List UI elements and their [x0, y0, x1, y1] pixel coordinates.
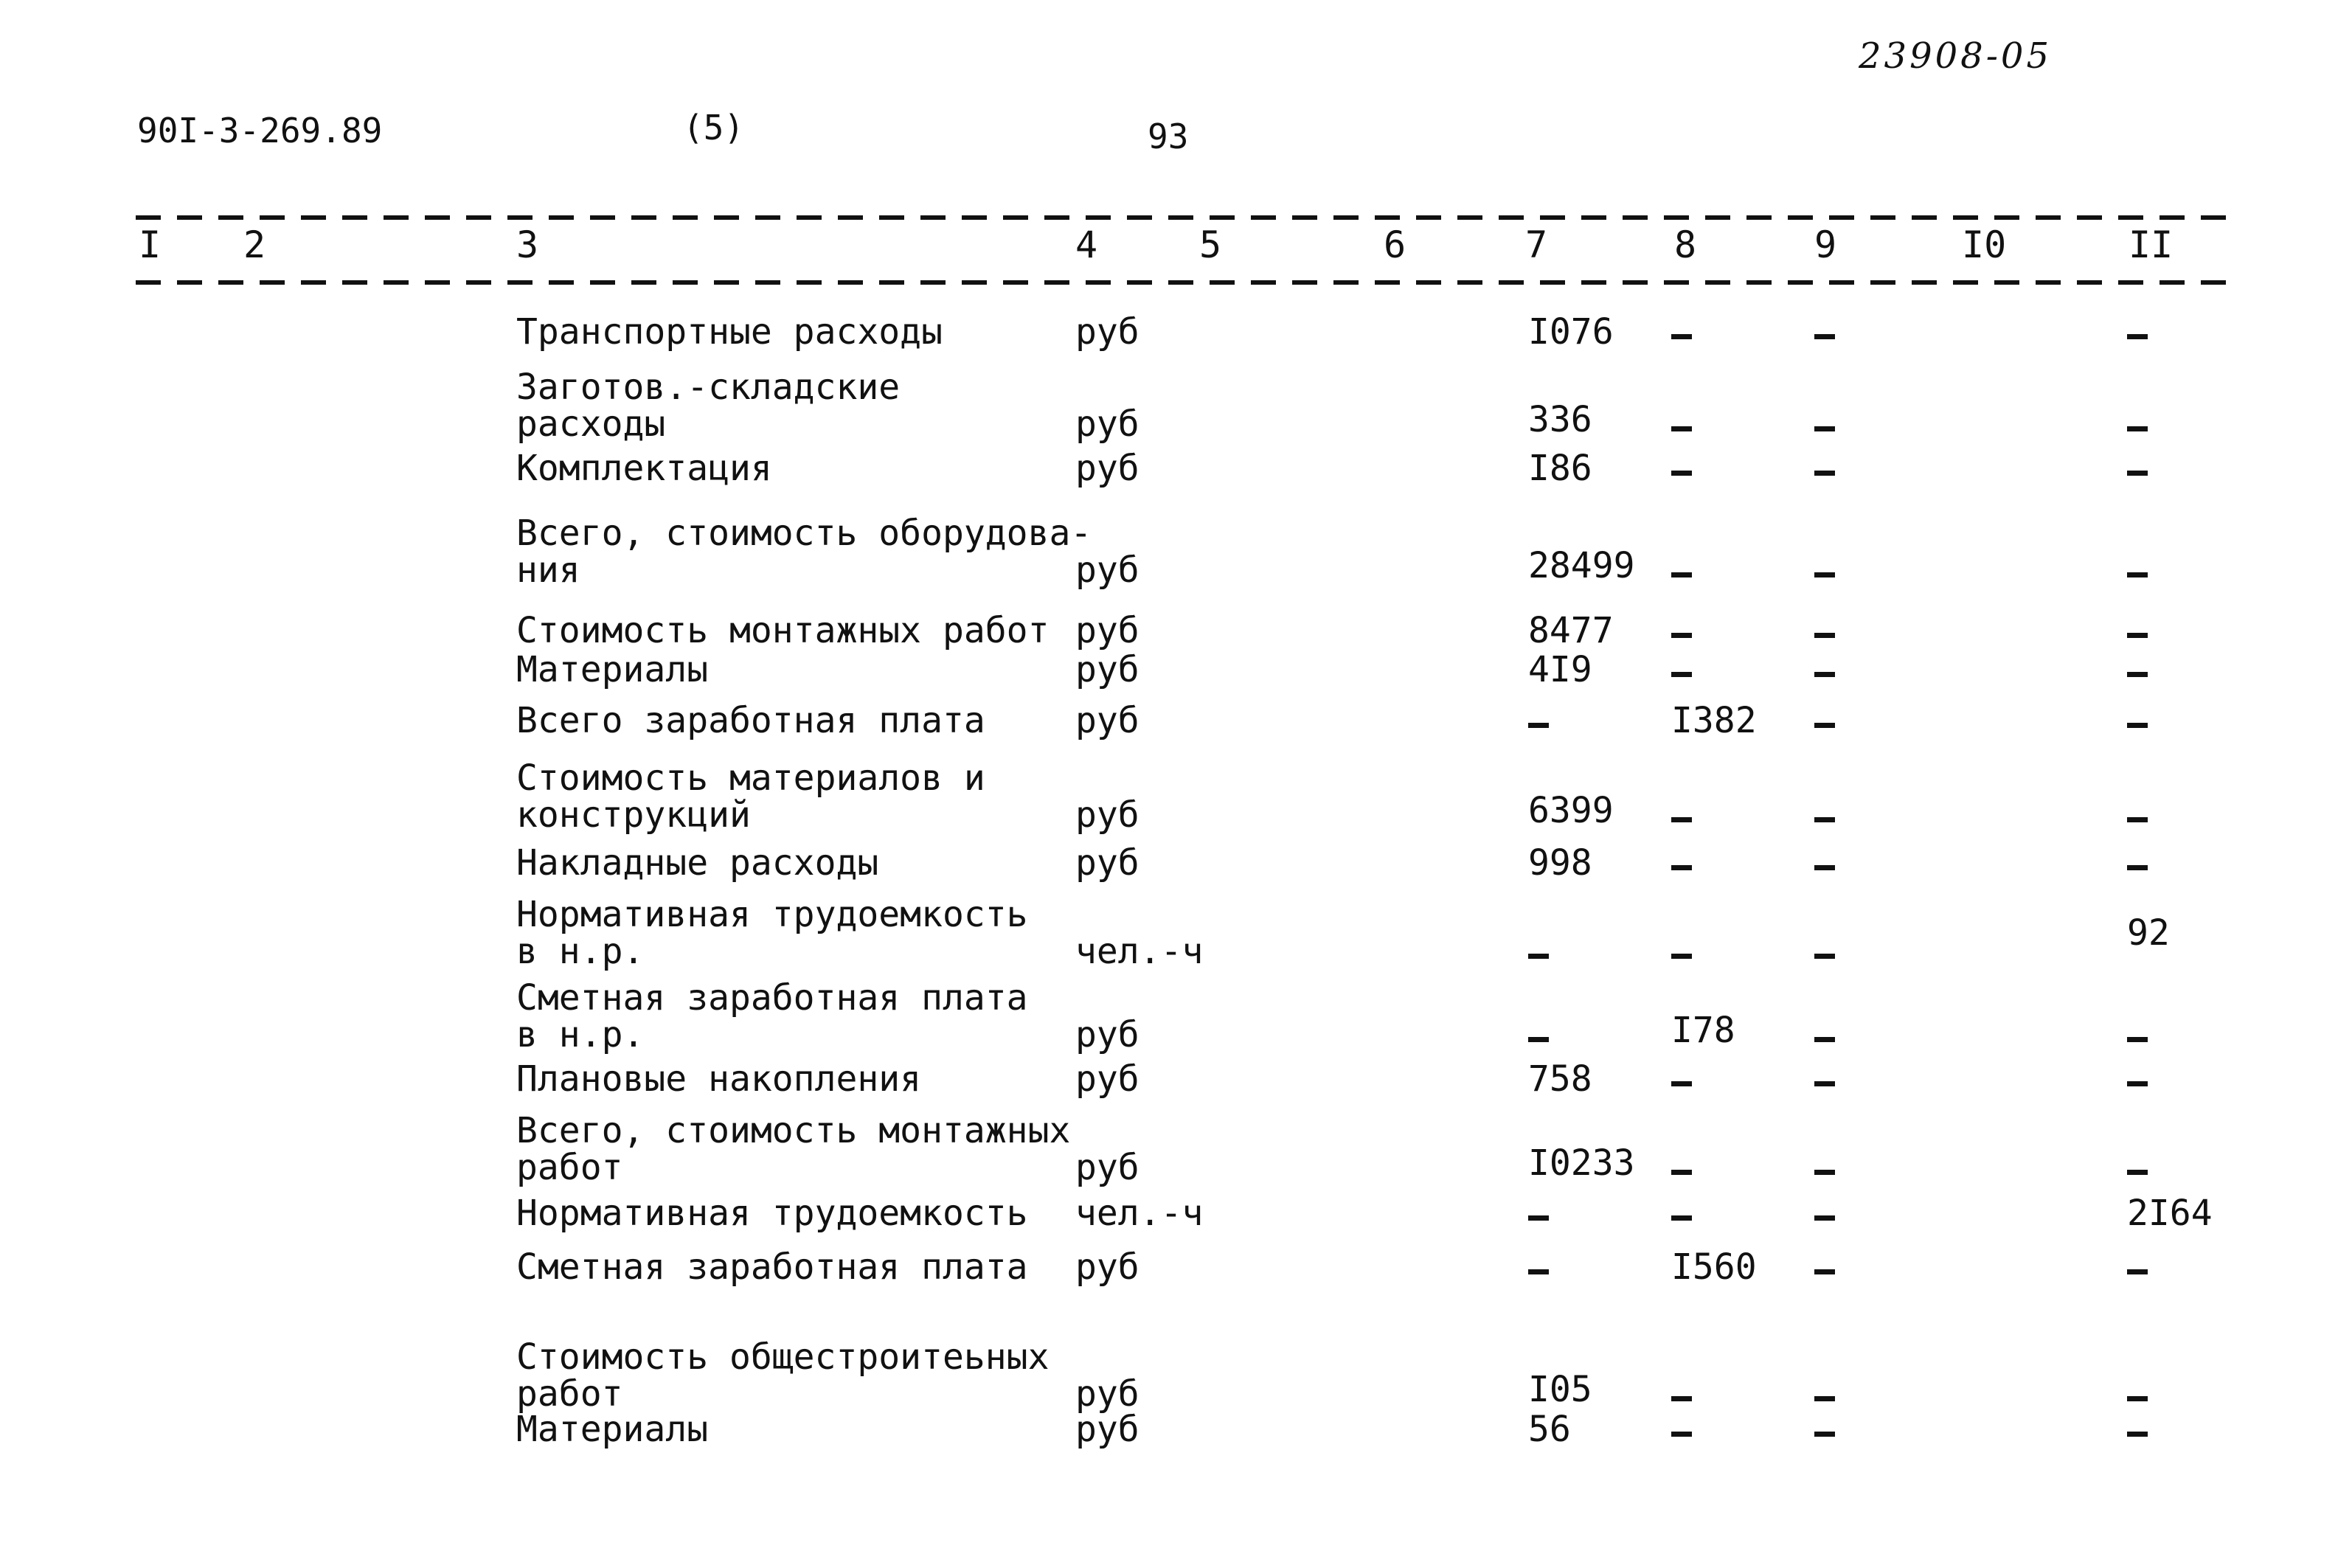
- value-c7: 6399: [1528, 790, 1614, 831]
- item-unit: руб: [1075, 610, 1139, 651]
- value-c8: I560: [1671, 1246, 1757, 1288]
- empty-dash: [1671, 572, 1692, 577]
- empty-dash: [1671, 1432, 1692, 1437]
- item-unit: руб: [1075, 1147, 1139, 1188]
- empty-dash: [2127, 426, 2148, 431]
- column-header: II: [2129, 223, 2174, 266]
- empty-dash: [1528, 1037, 1549, 1042]
- item-name: Сметная заработная плата в н.р.: [516, 977, 1028, 1055]
- empty-dash: [2127, 572, 2148, 577]
- empty-dash: [1814, 572, 1835, 577]
- empty-dash: [1814, 1432, 1835, 1437]
- value-c8: I78: [1671, 1010, 1735, 1051]
- empty-dash: [1814, 817, 1835, 822]
- item-unit: руб: [1075, 700, 1139, 741]
- empty-dash: [2127, 1170, 2148, 1175]
- item-unit: руб: [1075, 1246, 1139, 1288]
- empty-dash: [1814, 426, 1835, 431]
- empty-dash: [1671, 1396, 1692, 1401]
- item-name: Транспортные расходы: [516, 311, 943, 353]
- value-c7: 56: [1528, 1409, 1571, 1450]
- empty-dash: [1814, 954, 1835, 959]
- empty-dash: [1528, 1215, 1549, 1221]
- value-c11: 92: [2127, 912, 2170, 954]
- empty-dash: [1814, 1215, 1835, 1221]
- item-name: Комплектация: [516, 448, 772, 489]
- empty-dash: [1814, 633, 1835, 638]
- empty-dash: [1528, 723, 1549, 728]
- item-name: Нормативная трудоемкость в н.р.: [516, 894, 1028, 972]
- document-code: 90I-3-269.89: [137, 111, 383, 150]
- empty-dash: [1814, 334, 1835, 339]
- item-unit: чел.-ч: [1075, 1193, 1204, 1234]
- empty-dash: [2127, 1396, 2148, 1401]
- empty-dash: [1671, 1081, 1692, 1086]
- empty-dash: [1671, 954, 1692, 959]
- empty-dash: [1814, 672, 1835, 677]
- item-name: Заготов.-складские расходы: [516, 367, 901, 445]
- column-header: 8: [1674, 223, 1697, 266]
- item-name: Стоимость монтажных работ: [516, 610, 1050, 651]
- empty-dash: [1671, 672, 1692, 677]
- empty-dash: [1814, 1396, 1835, 1401]
- empty-dash: [1814, 1081, 1835, 1086]
- item-name: Материалы: [516, 1409, 709, 1450]
- column-header: 4: [1075, 223, 1098, 266]
- item-unit: руб: [1075, 649, 1139, 690]
- page-number: 93: [1148, 117, 1189, 156]
- column-header: 2: [243, 223, 266, 266]
- empty-dash: [2127, 1037, 2148, 1042]
- item-unit: руб: [1075, 448, 1139, 489]
- empty-dash: [2127, 817, 2148, 822]
- empty-dash: [2127, 1081, 2148, 1086]
- item-unit: руб: [1075, 311, 1139, 353]
- value-c7: I0233: [1528, 1142, 1635, 1184]
- empty-dash: [2127, 1432, 2148, 1437]
- empty-dash: [1814, 1037, 1835, 1042]
- value-c7: 8477: [1528, 610, 1614, 651]
- empty-dash: [2127, 672, 2148, 677]
- item-name: Всего заработная плата: [516, 700, 985, 741]
- item-unit: руб: [1075, 794, 1139, 836]
- item-unit: чел.-ч: [1075, 931, 1204, 972]
- item-name: Сметная заработная плата: [516, 1246, 1028, 1288]
- item-name: Накладные расходы: [516, 842, 879, 884]
- value-c7: 336: [1528, 399, 1592, 440]
- empty-dash: [2127, 633, 2148, 638]
- value-c7: I86: [1528, 448, 1592, 489]
- empty-dash: [1814, 471, 1835, 476]
- empty-dash: [2127, 471, 2148, 476]
- column-header: 5: [1199, 223, 1222, 266]
- table-top-rule: [136, 215, 2232, 220]
- item-unit: руб: [1075, 842, 1139, 884]
- empty-dash: [2127, 334, 2148, 339]
- item-name: Всего, стоимость монтажных работ: [516, 1110, 1071, 1188]
- item-name: Стоимость материалов и конструкций: [516, 757, 985, 836]
- empty-dash: [1671, 1170, 1692, 1175]
- column-header: 3: [516, 223, 539, 266]
- empty-dash: [2127, 865, 2148, 870]
- value-c7: 4I9: [1528, 649, 1592, 690]
- item-unit: руб: [1075, 1014, 1139, 1055]
- table-header-rule: [136, 280, 2232, 285]
- column-header: 7: [1525, 223, 1548, 266]
- empty-dash: [1528, 1269, 1549, 1274]
- value-c7: 998: [1528, 842, 1592, 884]
- empty-dash: [2127, 723, 2148, 728]
- column-header: 6: [1384, 223, 1406, 266]
- item-name: Нормативная трудоемкость: [516, 1193, 1028, 1234]
- empty-dash: [1671, 426, 1692, 431]
- item-name: Стоимость общестроитеьных работ: [516, 1336, 1050, 1415]
- value-c8: I382: [1671, 700, 1757, 741]
- handwritten-note: 23908-05: [1859, 35, 2052, 77]
- column-header: 9: [1814, 223, 1837, 266]
- empty-dash: [1814, 1269, 1835, 1274]
- item-unit: руб: [1075, 1409, 1139, 1450]
- empty-dash: [1528, 954, 1549, 959]
- value-c11: 2I64: [2127, 1193, 2213, 1234]
- empty-dash: [1671, 334, 1692, 339]
- value-c7: I05: [1528, 1369, 1592, 1410]
- document-part: (5): [683, 108, 745, 148]
- empty-dash: [1814, 865, 1835, 870]
- item-name: Всего, стоимость оборудова- ния: [516, 513, 1092, 591]
- item-unit: руб: [1075, 1373, 1139, 1415]
- empty-dash: [1671, 633, 1692, 638]
- empty-dash: [1671, 471, 1692, 476]
- column-header: I0: [1962, 223, 2007, 266]
- item-unit: руб: [1075, 403, 1139, 445]
- item-name: Плановые накопления: [516, 1058, 922, 1100]
- value-c7: I076: [1528, 311, 1614, 353]
- item-unit: руб: [1075, 549, 1139, 591]
- empty-dash: [1671, 865, 1692, 870]
- empty-dash: [1671, 1215, 1692, 1221]
- empty-dash: [1671, 817, 1692, 822]
- value-c7: 28499: [1528, 545, 1635, 586]
- item-name: Материалы: [516, 649, 709, 690]
- item-unit: руб: [1075, 1058, 1139, 1100]
- empty-dash: [2127, 1269, 2148, 1274]
- column-header: I: [139, 223, 162, 266]
- empty-dash: [1814, 723, 1835, 728]
- value-c7: 758: [1528, 1058, 1592, 1100]
- empty-dash: [1814, 1170, 1835, 1175]
